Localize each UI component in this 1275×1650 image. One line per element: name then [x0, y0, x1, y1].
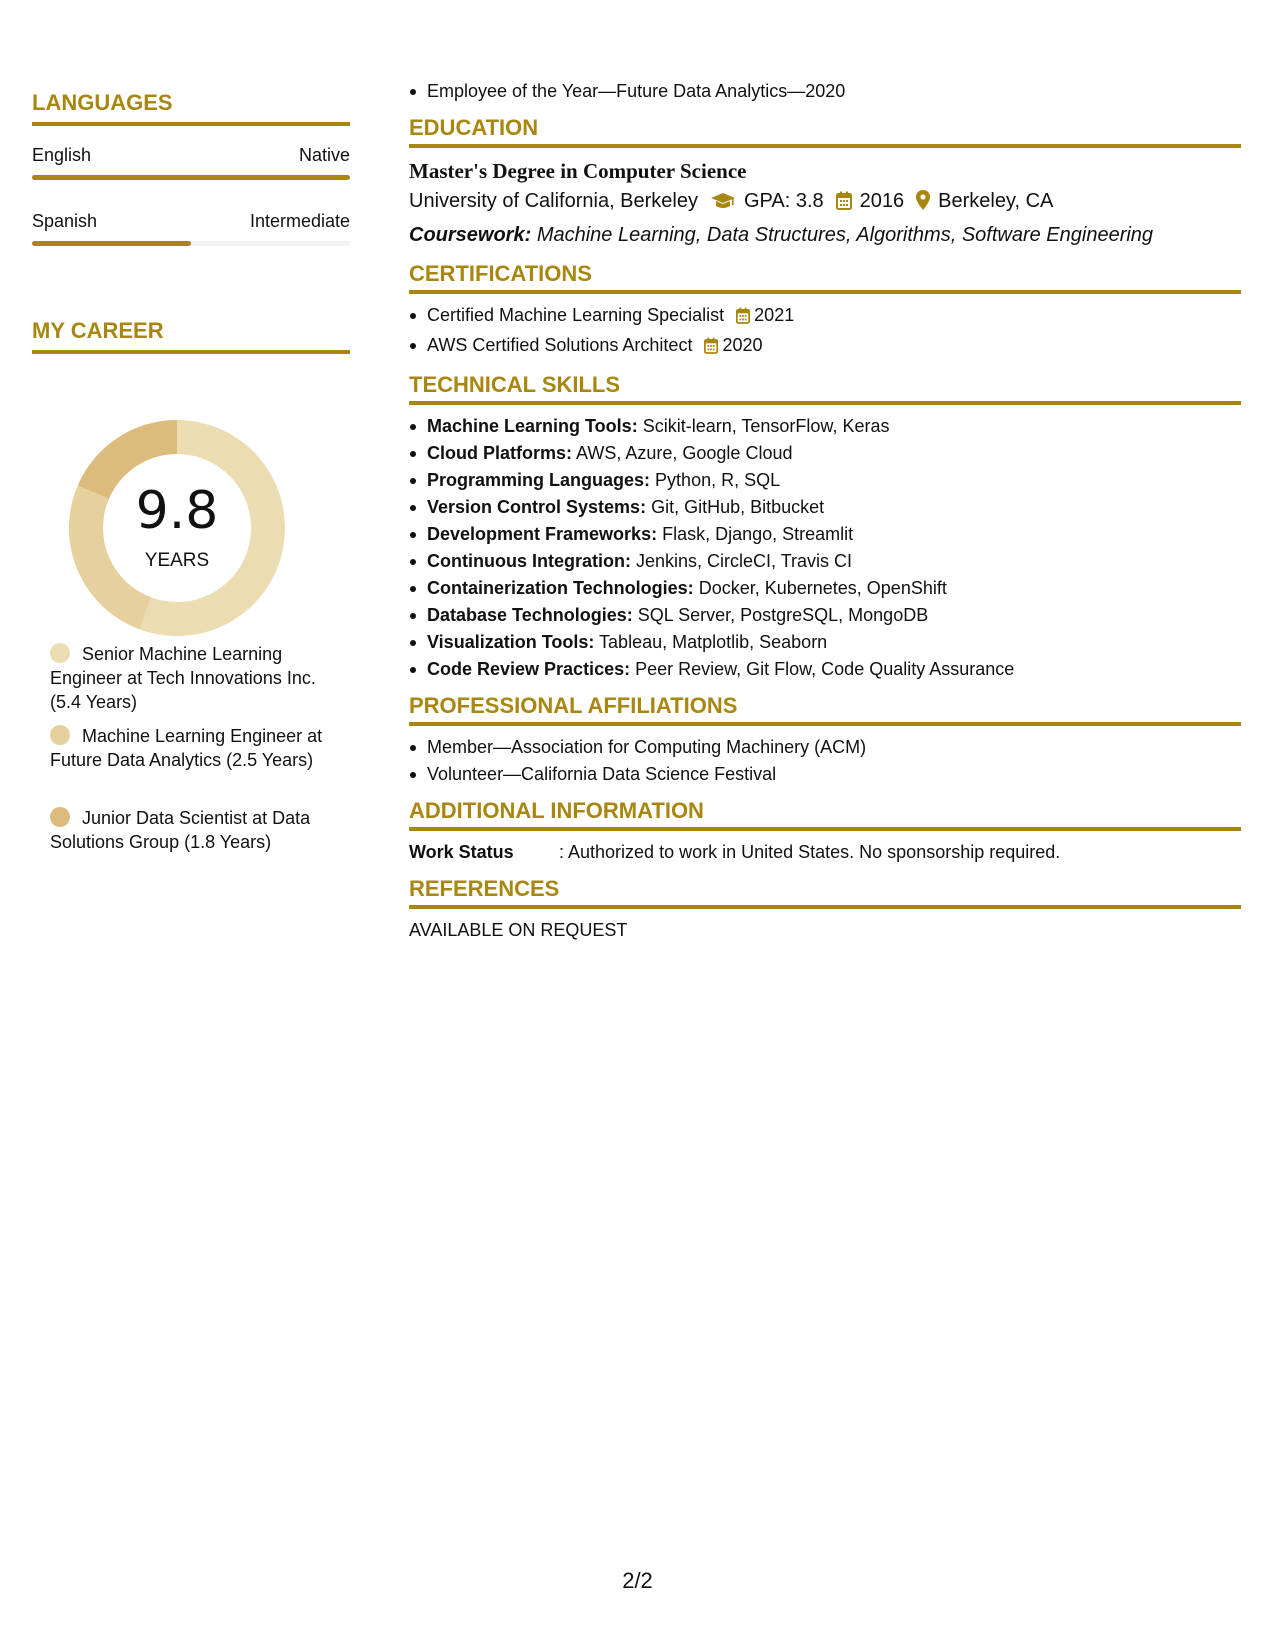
skill-value: Flask, Django, Streamlit — [662, 524, 854, 544]
career-donut — [64, 415, 290, 641]
skill-label: Code Review Practices: — [427, 659, 631, 679]
skill-item — [427, 629, 1241, 656]
page-number: 2/2 — [622, 1568, 653, 1593]
career-legend-label: Junior Data Scientist at Data Solutions Group (1.8 Years) — [50, 808, 311, 852]
skill-item — [427, 602, 1241, 629]
skill-value: Tableau, Matplotlib, Seaborn — [599, 632, 828, 652]
language-name: English — [32, 145, 92, 165]
skill-label: Database Technologies: — [427, 605, 633, 625]
career-legend-item — [50, 724, 340, 772]
career-legend-label: Machine Learning Engineer at Future Data Analytics (2.5 Years) — [50, 726, 323, 770]
certifications-list — [409, 302, 1241, 362]
skill-label: Version Control Systems: — [427, 497, 647, 517]
skill-label: Programming Languages: — [427, 470, 651, 490]
career-total-years: 9.8 — [135, 481, 219, 541]
certification-year: 2021 — [754, 305, 795, 325]
degree-title: Master's Degree in Computer Science — [409, 159, 747, 183]
work-status-value: : Authorized to work in United States. No sponsorship required. — [559, 842, 1061, 862]
language-item-spanish — [32, 211, 350, 232]
certifications-heading: CERTIFICATIONS — [409, 261, 1241, 294]
language-bar-fill — [32, 241, 191, 246]
skill-item — [427, 575, 1241, 602]
skill-value: SQL Server, PostgreSQL, MongoDB — [637, 605, 929, 625]
skill-value: Jenkins, CircleCI, Travis CI — [635, 551, 853, 571]
skill-item — [427, 521, 1241, 548]
skill-item — [427, 656, 1241, 683]
skill-item — [427, 494, 1241, 521]
skill-label: Continuous Integration: — [427, 551, 631, 571]
affiliations-heading: PROFESSIONAL AFFILIATIONS — [409, 693, 1241, 726]
language-level: Native — [298, 145, 350, 165]
main-content — [409, 78, 1241, 944]
skills-list — [409, 413, 1241, 683]
skill-label: Development Frameworks: — [427, 524, 658, 544]
skill-item — [427, 548, 1241, 575]
calendar-icon — [736, 305, 750, 332]
legend-dot — [50, 807, 70, 827]
skill-label: Visualization Tools: — [427, 632, 595, 652]
certification-name: AWS Certified Solutions Architect — [427, 335, 693, 355]
calendar-icon — [836, 189, 852, 220]
skills-heading: TECHNICAL SKILLS — [409, 372, 1241, 405]
coursework-label: Coursework: — [409, 224, 532, 246]
skill-item — [427, 440, 1241, 467]
school-location: Berkeley, CA — [938, 190, 1054, 212]
career-total-unit: YEARS — [144, 550, 210, 571]
calendar-icon — [704, 335, 718, 362]
map-pin-icon — [916, 189, 930, 220]
certification-item — [427, 302, 1241, 332]
work-status-row — [409, 839, 1241, 866]
additional-info-heading: ADDITIONAL INFORMATION — [409, 798, 1241, 831]
skill-value: Python, R, SQL — [655, 470, 781, 490]
skill-value: Scikit-learn, TensorFlow, Keras — [642, 416, 890, 436]
affiliation-item: Volunteer—California Data Science Festival — [427, 761, 1241, 788]
education-details — [409, 186, 1241, 220]
legend-dot — [50, 725, 70, 745]
coursework-value: Machine Learning, Data Structures, Algorithms, Software Engineering — [536, 224, 1154, 246]
affiliations-list — [409, 734, 1241, 788]
skill-value: AWS, Azure, Google Cloud — [576, 443, 793, 463]
career-legend-item — [50, 642, 340, 714]
certification-name: Certified Machine Learning Specialist — [427, 305, 725, 325]
language-bar-spanish — [32, 241, 350, 246]
awards-list — [409, 78, 1241, 105]
skill-value: Git, GitHub, Bitbucket — [651, 497, 825, 517]
work-status-label: Work Status — [409, 842, 514, 862]
skill-value: Docker, Kubernetes, OpenShift — [698, 578, 947, 598]
gpa: GPA: 3.8 — [744, 190, 824, 212]
career-legend-item — [50, 806, 340, 854]
language-level: Intermediate — [249, 211, 350, 231]
skill-item — [427, 413, 1241, 440]
certification-year: 2020 — [722, 335, 763, 355]
school-name: University of California, Berkeley — [409, 190, 698, 212]
references-text: AVAILABLE ON REQUEST — [409, 920, 628, 940]
skill-label: Machine Learning Tools: — [427, 416, 638, 436]
career-legend-label: Senior Machine Learning Engineer at Tech Innovations Inc. (5.4 Years) — [50, 644, 316, 712]
certification-item — [427, 332, 1241, 362]
graduation-year: 2016 — [859, 190, 905, 212]
skill-label: Cloud Platforms: — [427, 443, 573, 463]
legend-dot — [50, 643, 70, 663]
language-bar-english — [32, 175, 350, 180]
references-heading: REFERENCES — [409, 876, 1241, 909]
education-heading: EDUCATION — [409, 115, 1241, 148]
affiliation-item: Member—Association for Computing Machinery (ACM) — [427, 734, 1241, 761]
language-name: Spanish — [32, 211, 98, 231]
language-bar-fill — [32, 175, 350, 180]
graduation-cap-icon — [710, 189, 736, 220]
career-heading: MY CAREER — [32, 318, 350, 354]
language-item-english — [32, 145, 350, 166]
skill-value: Peer Review, Git Flow, Code Quality Assurance — [635, 659, 1015, 679]
skill-label: Containerization Technologies: — [427, 578, 694, 598]
skill-item — [427, 467, 1241, 494]
award-item: Employee of the Year—Future Data Analytics—2020 — [427, 78, 1241, 105]
coursework — [409, 220, 1241, 251]
languages-heading: LANGUAGES — [32, 90, 350, 126]
